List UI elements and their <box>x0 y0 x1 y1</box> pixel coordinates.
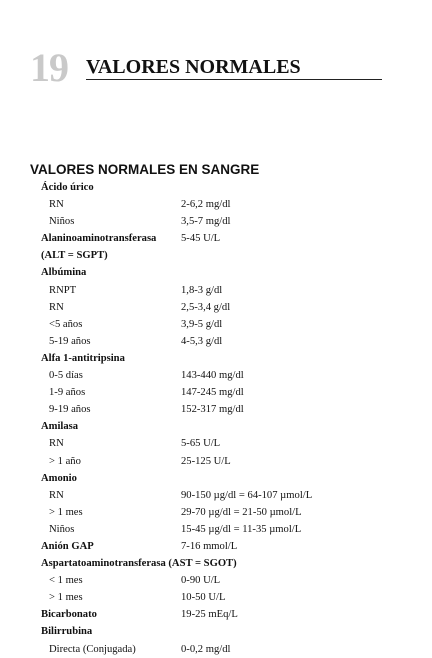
parameter-name: 5-19 años <box>49 335 91 347</box>
parameter-value: 25-125 U/L <box>181 455 231 467</box>
parameter-name: Amilasa <box>41 421 79 433</box>
parameter-header-row <box>0 606 432 623</box>
parameter-row <box>0 316 432 333</box>
parameter-row <box>0 504 432 521</box>
parameter-header-row <box>0 179 432 196</box>
parameter-value: 7-16 mmol/L <box>181 540 238 552</box>
parameter-name: Bicarbonato <box>41 609 97 621</box>
parameter-value: 0-0,2 mg/dl <box>181 643 231 655</box>
parameter-row <box>0 401 432 418</box>
parameter-value: 147-245 mg/dl <box>181 387 244 399</box>
chapter-heading <box>30 45 382 90</box>
parameter-name: Directa (Conjugada) <box>49 643 136 655</box>
parameter-row <box>0 282 432 299</box>
parameter-row <box>0 572 432 589</box>
parameter-name: Albúmina <box>41 267 87 279</box>
parameter-name: Amonio <box>41 472 77 484</box>
parameter-row <box>0 333 432 350</box>
parameter-name: Niños <box>49 523 75 535</box>
parameter-name: 0-5 días <box>49 370 83 382</box>
parameter-value: 15-45 µg/dl = 11-35 µmol/L <box>181 523 302 535</box>
parameter-value: 0-90 U/L <box>181 575 221 587</box>
parameter-name: 1-9 años <box>49 387 86 399</box>
parameter-name: Ácido úrico <box>41 182 94 193</box>
parameter-row <box>0 435 432 452</box>
parameter-row <box>0 641 432 658</box>
parameter-header-row <box>0 418 432 435</box>
parameter-row <box>0 196 432 213</box>
parameter-header-row <box>0 350 432 367</box>
parameter-value: 10-50 U/L <box>181 592 226 604</box>
parameter-header-row <box>0 470 432 487</box>
parameter-header-row <box>0 230 432 247</box>
chapter-number: 19 <box>30 45 68 90</box>
parameter-value: 2,5-3,4 g/dl <box>181 301 231 313</box>
parameter-row <box>0 213 432 230</box>
parameter-name: <5 años <box>49 318 83 330</box>
parameter-name: Niños <box>49 216 75 228</box>
parameter-name: > 1 mes <box>49 506 83 518</box>
parameter-name: RN <box>49 301 64 313</box>
parameter-row <box>0 453 432 470</box>
parameter-name: < 1 mes <box>49 575 83 587</box>
parameter-row <box>0 367 432 384</box>
parameter-row <box>0 299 432 316</box>
parameter-name: (ALT = SGPT) <box>41 250 108 262</box>
parameter-row <box>0 384 432 401</box>
parameter-value: 143-440 mg/dl <box>181 370 244 382</box>
parameter-name: RN <box>49 489 64 501</box>
parameter-value: 152-317 mg/dl <box>181 404 244 416</box>
parameter-name: Anión GAP <box>41 540 94 552</box>
parameter-value: 4-5,3 g/dl <box>181 335 223 347</box>
parameter-name: RNPT <box>49 284 77 296</box>
parameter-header-row <box>0 555 432 572</box>
parameter-value: 2-6,2 mg/dl <box>181 199 231 211</box>
values-list <box>0 179 432 658</box>
parameter-value: 5-45 U/L <box>181 233 221 245</box>
parameter-header-row <box>0 264 432 281</box>
parameter-name: RN <box>49 199 64 211</box>
parameter-value: 29-70 µg/dl = 21-50 µmol/L <box>181 506 302 518</box>
parameter-name: 9-19 años <box>49 404 91 416</box>
section-title: VALORES NORMALES EN SANGRE <box>30 162 260 177</box>
parameter-name: Aspartatoaminotransferasa (AST = SGOT) <box>41 558 237 570</box>
parameter-name: > 1 mes <box>49 592 83 604</box>
parameter-value: 5-65 U/L <box>181 438 221 450</box>
parameter-name: Alaninoaminotransferasa <box>41 233 157 245</box>
parameter-name: RN <box>49 438 64 450</box>
chapter-title: VALORES NORMALES <box>86 56 301 78</box>
parameter-row <box>0 487 432 504</box>
parameter-name: > 1 año <box>49 455 81 467</box>
parameter-header-row <box>0 623 432 640</box>
parameter-value: 3,5-7 mg/dl <box>181 216 231 228</box>
parameter-value: 1,8-3 g/dl <box>181 284 223 296</box>
parameter-value: 19-25 mEq/L <box>181 609 238 621</box>
parameter-name: Alfa 1-antitripsina <box>41 352 125 364</box>
parameter-value: 90-150 µg/dl = 64-107 µmol/L <box>181 489 313 501</box>
parameter-row <box>0 521 432 538</box>
parameter-value: 3,9-5 g/dl <box>181 318 223 330</box>
parameter-row <box>0 589 432 606</box>
parameter-name: Bilirrubina <box>41 626 93 638</box>
parameter-header-row <box>0 538 432 555</box>
parameter-header-row <box>0 247 432 264</box>
chapter-rule <box>86 79 382 80</box>
